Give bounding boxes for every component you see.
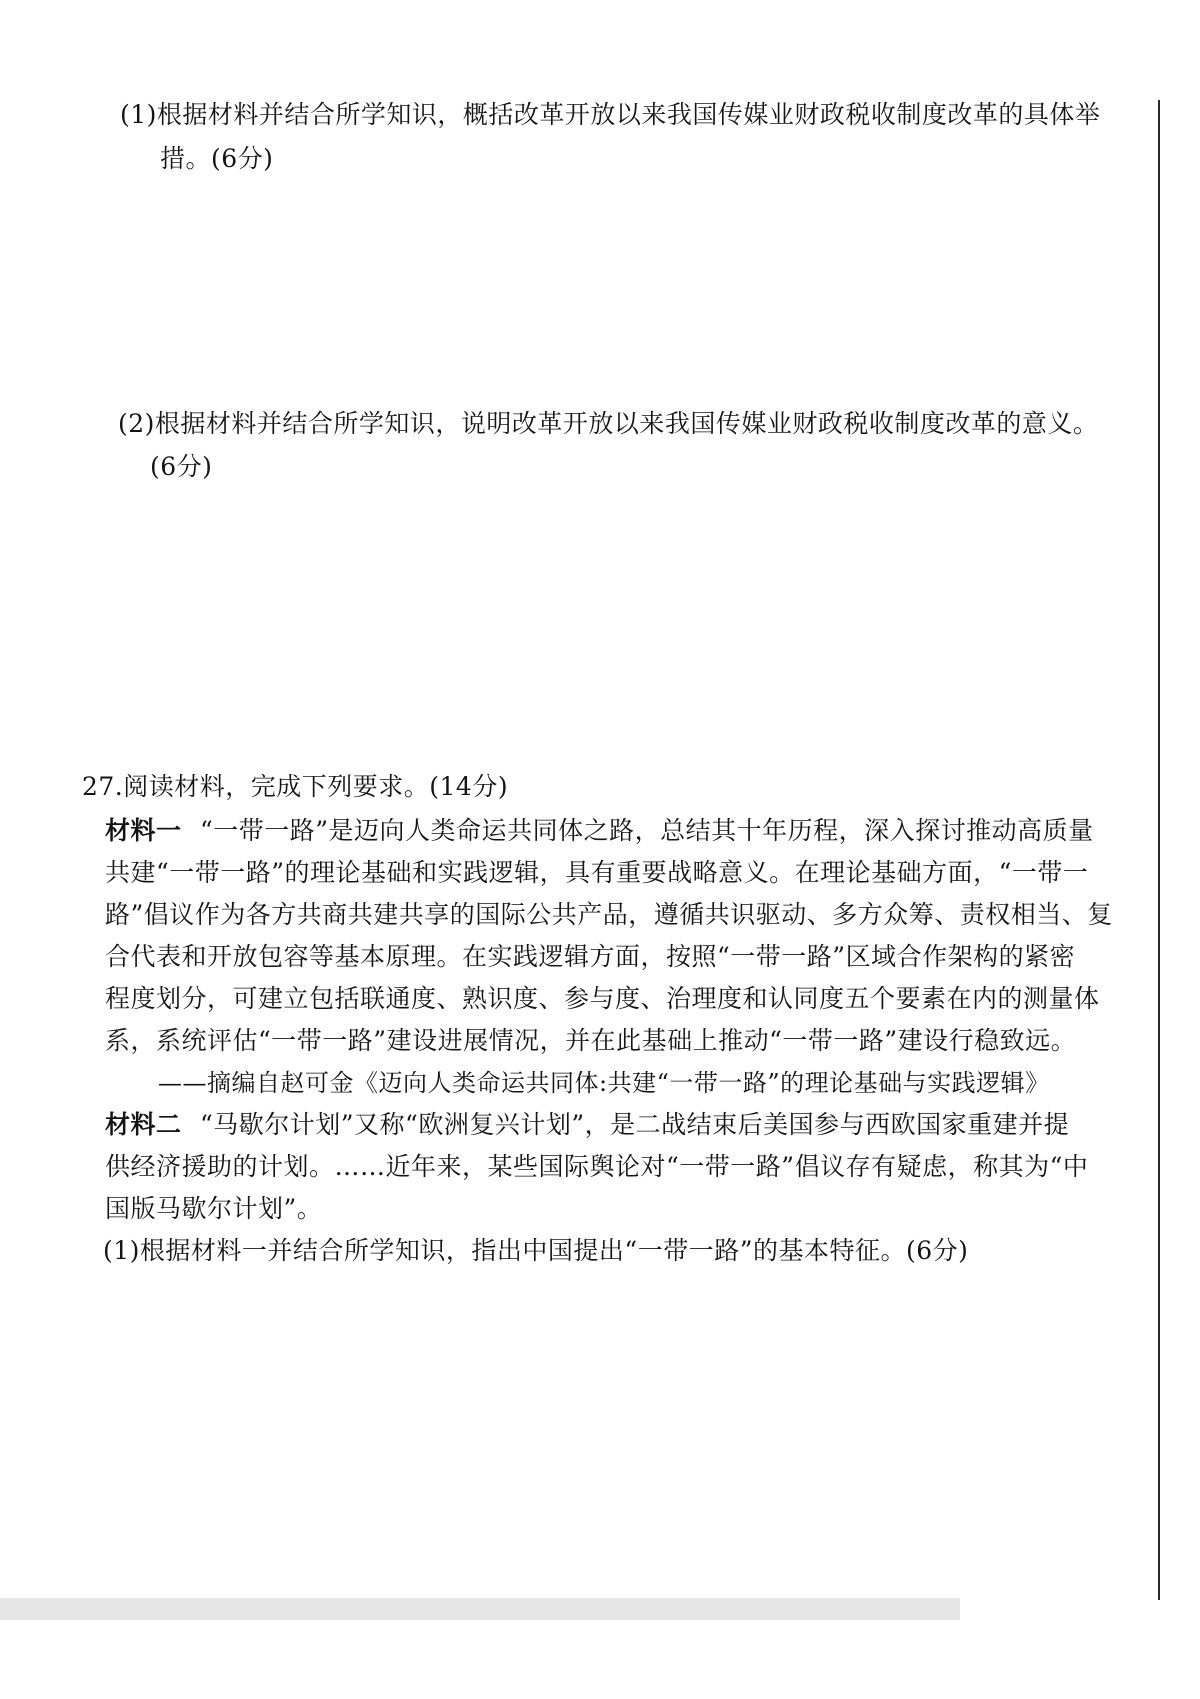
material1-line-3: 路”倡议作为各方共商共建共享的国际公共产品，遵循共识驱动、多方众筹、责权相当、复 (105, 900, 1113, 929)
q26-part1-line1: (1)根据材料并结合所学知识，概括改革开放以来我国传媒业财政税收制度改革的具体举 (120, 100, 1101, 129)
q27-stem: 27.阅读材料，完成下列要求。(14分) (82, 772, 509, 801)
material2-line-3: 国版马歇尔计划”。 (105, 1194, 323, 1223)
q26-part1-line2: 措。(6分) (160, 144, 274, 173)
material2-line-2: 供经济援助的计划。……近年来，某些国际舆论对“一带一路”倡议存有疑虑，称其为“中 (105, 1152, 1089, 1181)
material1-label: 材料一 (105, 816, 182, 845)
scan-shadow-bottom (0, 1598, 960, 1620)
material2-line-1: “马歇尔计划”又称“欧洲复兴计划”，是二战结束后美国参与西欧国家重建并提 (200, 1110, 1070, 1139)
q27-part1: (1)根据材料一并结合所学知识，指出中国提出“一带一路”的基本特征。(6分) (103, 1236, 969, 1265)
material2-label: 材料二 (105, 1110, 182, 1139)
material1-line-4: 合代表和开放包容等基本原理。在实践逻辑方面，按照“一带一路”区域合作架构的紧密 (105, 942, 1076, 971)
material1-line-6: 系，系统评估“一带一路”建设进展情况，并在此基础上推动“一带一路”建设行稳致远。 (105, 1026, 1077, 1055)
q26-part2-line1: (2)根据材料并结合所学知识，说明改革开放以来我国传媒业财政税收制度改革的意义。 (118, 409, 1099, 438)
material1-line-5: 程度划分，可建立包括联通度、熟识度、参与度、治理度和认同度五个要素在内的测量体 (105, 984, 1100, 1013)
q26-part2-line2: (6分) (150, 452, 213, 481)
material1-source: ——摘编自赵可金《迈向人类命运共同体:共建“一带一路”的理论基础与实践逻辑》 (158, 1069, 1050, 1097)
material1-line-1: “一带一路”是迈向人类命运共同体之路，总结其十年历程，深入探讨推动高质量 (200, 816, 1094, 845)
material1-line-2: 共建“一带一路”的理论基础和实践逻辑，具有重要战略意义。在理论基础方面，“一带一 (105, 858, 1089, 887)
margin-rule (1158, 100, 1160, 1600)
